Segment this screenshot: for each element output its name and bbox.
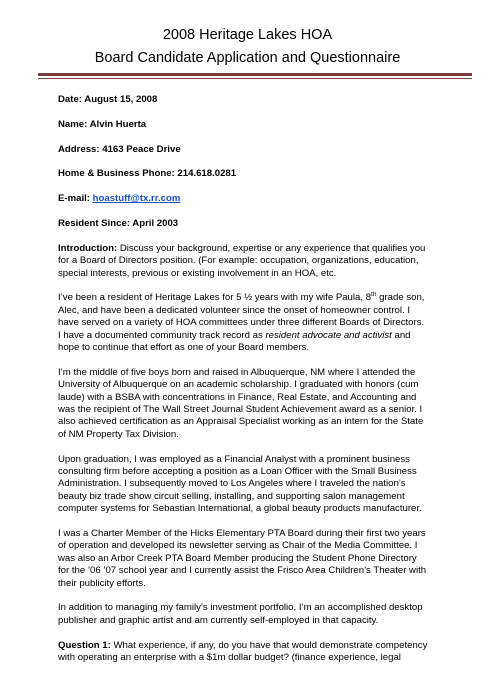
date-field: Date: August 15, 2008 <box>58 94 158 105</box>
question-1-paragraph: Question 1: What experience, if any, do you have that would demonstrate competency with operating an enterprise with a $1m dollar budget? (finance experience, legal <box>58 639 428 664</box>
document-body <box>58 94 448 677</box>
header-rule-thin <box>38 78 472 79</box>
document-title: 2008 Heritage Lakes HOA <box>162 27 333 43</box>
header-rule-thick <box>38 73 472 76</box>
document-subtitle: Board Candidate Application and Questionnaire <box>94 50 401 66</box>
residency-paragraph: I’ve been a resident of Heritage Lakes for 5 ½ years with my wife Paula, 8th grade son, Alec, and have been a dedicated volunteer since the onset of homeowner control. I have served on a variety of HOA committees under three different Boards of Directors. I have a documented community track record as resident advocate and activist and hope to continue that effort as one of your Board members. <box>58 291 425 354</box>
education-paragraph: I’m the middle of five boys born and raised in Albuquerque, NM where I attended the University of Albuquerque on an academic scholarship. I graduated with honors (cum laude) with a BSBA with concentrations in Finance, Real Estate, and Accounting and was the recipient of The Wall Street Journal Student Achievement award as a senior. I also achieved certification as an Appraisal Specialist working as an intern for the State of NM Property Tax Division. <box>58 366 424 440</box>
phone-field: Home & Business Phone: 214.618.0281 <box>58 168 237 180</box>
publishing-paragraph: In addition to managing my family’s investment portfolio, I’m an accomplished desktop publisher and graphic artist and am currently self-employed in that capacity. <box>58 602 423 626</box>
address-field: Address: 4163 Peace Drive <box>58 143 181 155</box>
introduction-label: Introduction: <box>58 242 118 254</box>
email-link[interactable]: hoastuff@tx.rr.com <box>92 193 181 205</box>
pta-paragraph: I was a Charter Member of the Hicks Elementary PTA Board during their first two years of operation and developed its newsletter serving as Chair of the Media Committee. I was also an Arbor Creek PTA Board Member producing the Student Phone Directory for the ’06 ’07 school year and I currently assist the Frisco Area Children’s Theater with their publicity efforts. <box>58 528 427 589</box>
name-field: Name: Alvin Huerta <box>58 118 147 130</box>
email-field <box>58 193 448 205</box>
introduction-paragraph: Introduction: Discuss your background, expertise or any experience that qualifies you for a Board of Directors position. (For example: occupation, organizations, education, special interests, previous or existing involvement in an HOA, etc. <box>58 242 426 279</box>
employment-paragraph: Upon graduation, I was employed as a Financial Analyst with a prominent business consulting firm before accepting a position as a Loan Officer with the Small Business Administration. I subsequently moved to Los Angeles where I traveled the nation’s beauty biz trade show circuit selling, installing, and supporting salon management computer systems for Sebastian International, a global beauty products manufacturer. <box>58 453 422 515</box>
email-label: E-mail: <box>58 193 93 205</box>
resident-since-field: Resident Since: April 2003 <box>58 217 179 229</box>
question-1-label: Question 1: <box>58 639 111 651</box>
